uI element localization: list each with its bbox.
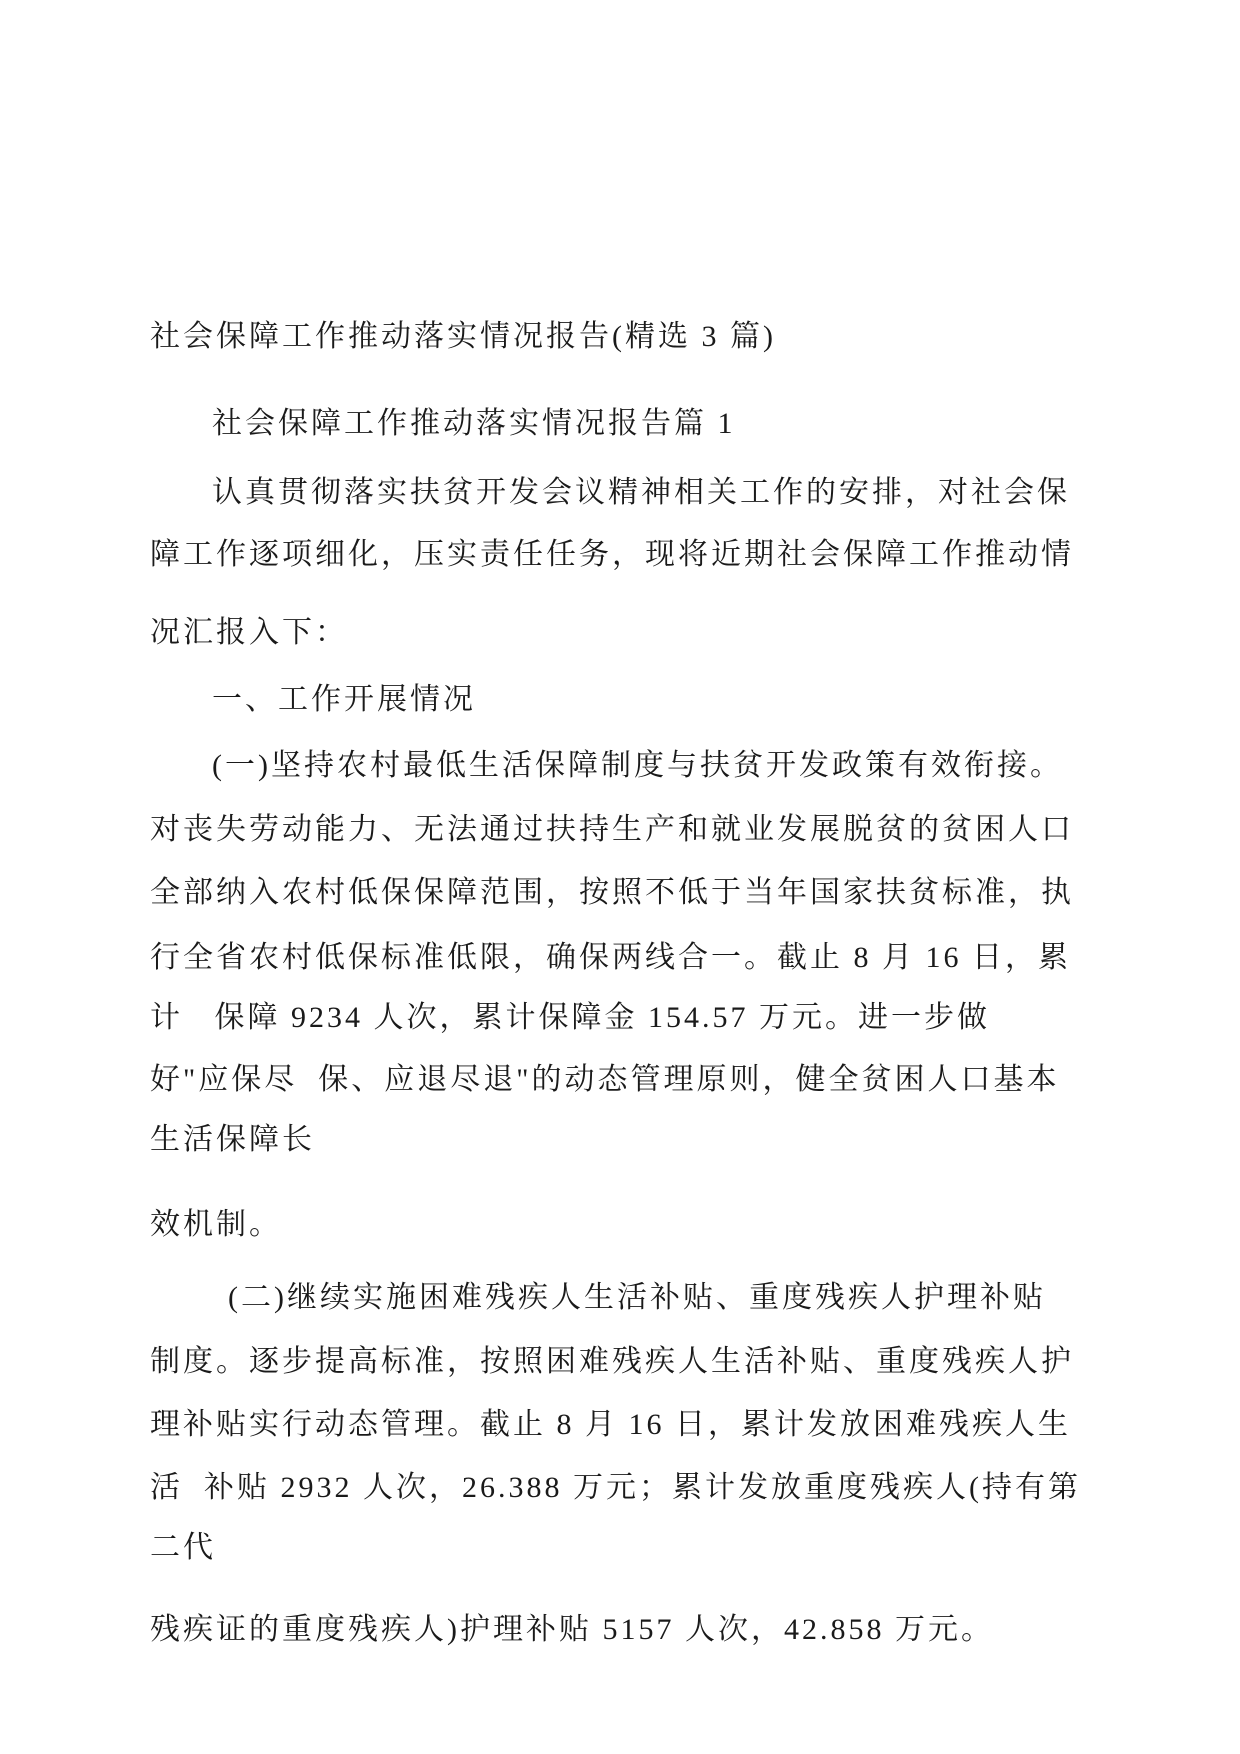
paragraph-line: 残疾证的重度残疾人)护理补贴 5157 人次，42.858 万元。 [150, 1613, 994, 1646]
paragraph-line: 障工作逐项细化，压实责任任务，现将近期社会保障工作推动情 [150, 538, 1074, 571]
paragraph-line: (一)坚持农村最低生活保障制度与扶贫开发政策有效衔接。 [212, 749, 1063, 782]
paragraph-line: 理补贴实行动态管理。截止 8 月 16 日，累计发放困难残疾人生 [150, 1408, 1071, 1441]
section-heading: 社会保障工作推动落实情况报告篇 1 [212, 407, 736, 440]
paragraph-line: 二代 [150, 1531, 216, 1564]
paragraph-line: 活 补贴 2932 人次，26.388 万元；累计发放重度残疾人(持有第 [150, 1471, 1081, 1504]
paragraph-line: 全部纳入农村低保保障范围，按照不低于当年国家扶贫标准，执 [150, 876, 1074, 909]
paragraph-line: 好"应保尽 保、应退尽退"的动态管理原则，健全贫困人口基本 [150, 1063, 1060, 1096]
paragraph-line: (二)继续实施困难残疾人生活补贴、重度残疾人护理补贴 [228, 1281, 1046, 1314]
paragraph-line: 效机制。 [150, 1208, 282, 1241]
paragraph-line: 行全省农村低保标准低限，确保两线合一。截止 8 月 16 日，累 [150, 941, 1071, 974]
paragraph-line: 对丧失劳动能力、无法通过扶持生产和就业发展脱贫的贫困人口 [150, 813, 1074, 846]
document-title: 社会保障工作推动落实情况报告(精选 3 篇) [150, 320, 776, 353]
paragraph-line: 况汇报入下： [150, 616, 348, 649]
paragraph-line: 认真贯彻落实扶贫开发会议精神相关工作的安排，对社会保 [212, 476, 1070, 509]
subsection-heading: 一、工作开展情况 [212, 683, 476, 716]
paragraph-line: 计 保障 9234 人次，累计保障金 154.57 万元。进一步做 [150, 1001, 990, 1034]
paragraph-line: 生活保障长 [150, 1123, 315, 1156]
paragraph-line: 制度。逐步提高标准，按照困难残疾人生活补贴、重度残疾人护 [150, 1345, 1074, 1378]
